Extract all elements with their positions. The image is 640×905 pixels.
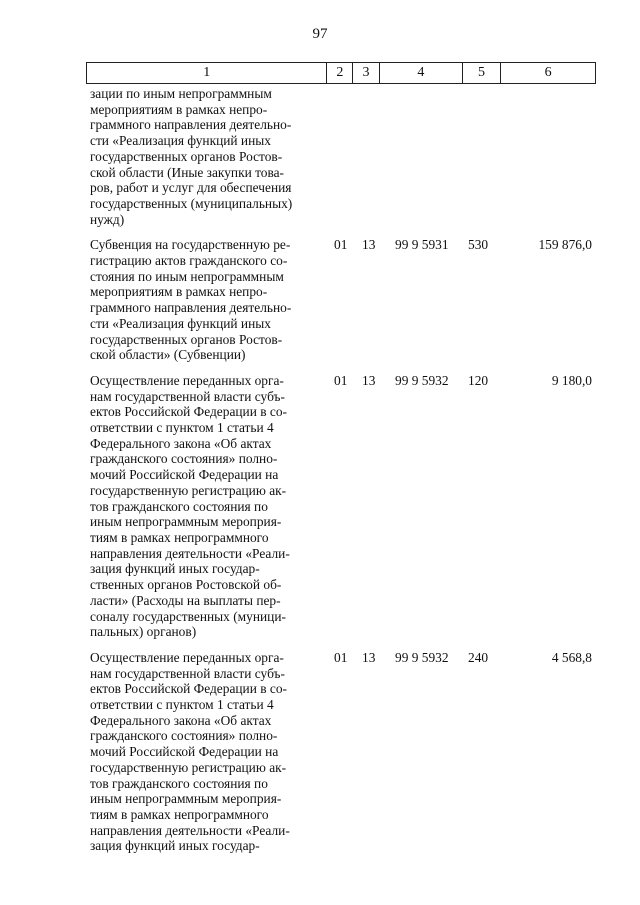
table-header bbox=[86, 62, 596, 84]
row-description: Осуществление переданных орга- нам государственной власти субъ- ектов Российской Федерации в со- ответствии с пунктом 1 статьи 4 Федерального закона «Об актах гражданского состояния» полно- мочий Российской Федерации на государственную регистрацию ак- тов гражданского состояния по иным непрограммным мероприя- тиям в рамках непрограммного направления деятельности «Реали- зация функций иных государ- bbox=[90, 649, 290, 854]
row-target-code: 99 9 5932 bbox=[395, 649, 449, 665]
row-section-code: 01 bbox=[334, 649, 348, 665]
table-row bbox=[90, 650, 596, 854]
header-col-3: 3 bbox=[353, 63, 380, 84]
header-col-6: 6 bbox=[501, 63, 596, 84]
header-col-2: 2 bbox=[327, 63, 353, 84]
row-expense-type: 530 bbox=[468, 237, 489, 253]
row-section-code: 01 bbox=[334, 372, 348, 388]
header-col-1: 1 bbox=[87, 63, 327, 84]
page-number: 97 bbox=[312, 26, 328, 42]
row-subsection-code: 13 bbox=[362, 237, 376, 253]
header-col-4: 4 bbox=[379, 63, 462, 84]
row-subsection-code: 13 bbox=[362, 649, 376, 665]
row-description: Осуществление переданных орга- нам государственной власти субъ- ектов Российской Федерации в со- ответствии с пунктом 1 статьи 4 Федерального закона «Об актах гражданского состояния» полно- мочий Российской Федерации на государственную регистрацию ак- тов гражданского состояния по иным непрограммным мероприя- тиям в рамках непрограммного направления деятельности «Реали- зация функций иных государ- ственных органов Ростовской об- ласти» (Расходы на выплаты пер- соналу государственных (муници- пальных) органов) bbox=[90, 372, 290, 640]
row-target-code: 99 9 5931 bbox=[395, 237, 449, 253]
table-row bbox=[90, 373, 596, 640]
row-description: зации по иным непрограммным мероприятиям в рамках непро- граммного направления деятельно- сти «Реализация функций иных государственных органов Ростов- ской области (Иные закупки това- ров, работ и услуг для обеспечения государственных (муниципальных) нужд) bbox=[90, 86, 293, 227]
row-expense-type: 120 bbox=[468, 372, 489, 388]
row-target-code: 99 9 5932 bbox=[395, 372, 449, 388]
row-subsection-code: 13 bbox=[362, 372, 376, 388]
row-amount: 9 180,0 bbox=[551, 372, 592, 388]
table-row bbox=[90, 86, 596, 227]
header-col-5: 5 bbox=[462, 63, 501, 84]
row-section-code: 01 bbox=[334, 237, 348, 253]
row-amount: 159 876,0 bbox=[538, 237, 592, 253]
table-row bbox=[90, 237, 596, 363]
table-body bbox=[90, 86, 596, 864]
row-description: Субвенция на государственную ре- гистрацию актов гражданского со- стояния по иным непрограммным мероприятиям в рамках непро- граммного направления деятельно- сти «Реализация функций иных государственных органов Ростов- ской области» (Субвенции) bbox=[90, 237, 292, 363]
row-expense-type: 240 bbox=[468, 649, 489, 665]
row-amount: 4 568,8 bbox=[551, 649, 592, 665]
header-row bbox=[87, 63, 596, 84]
